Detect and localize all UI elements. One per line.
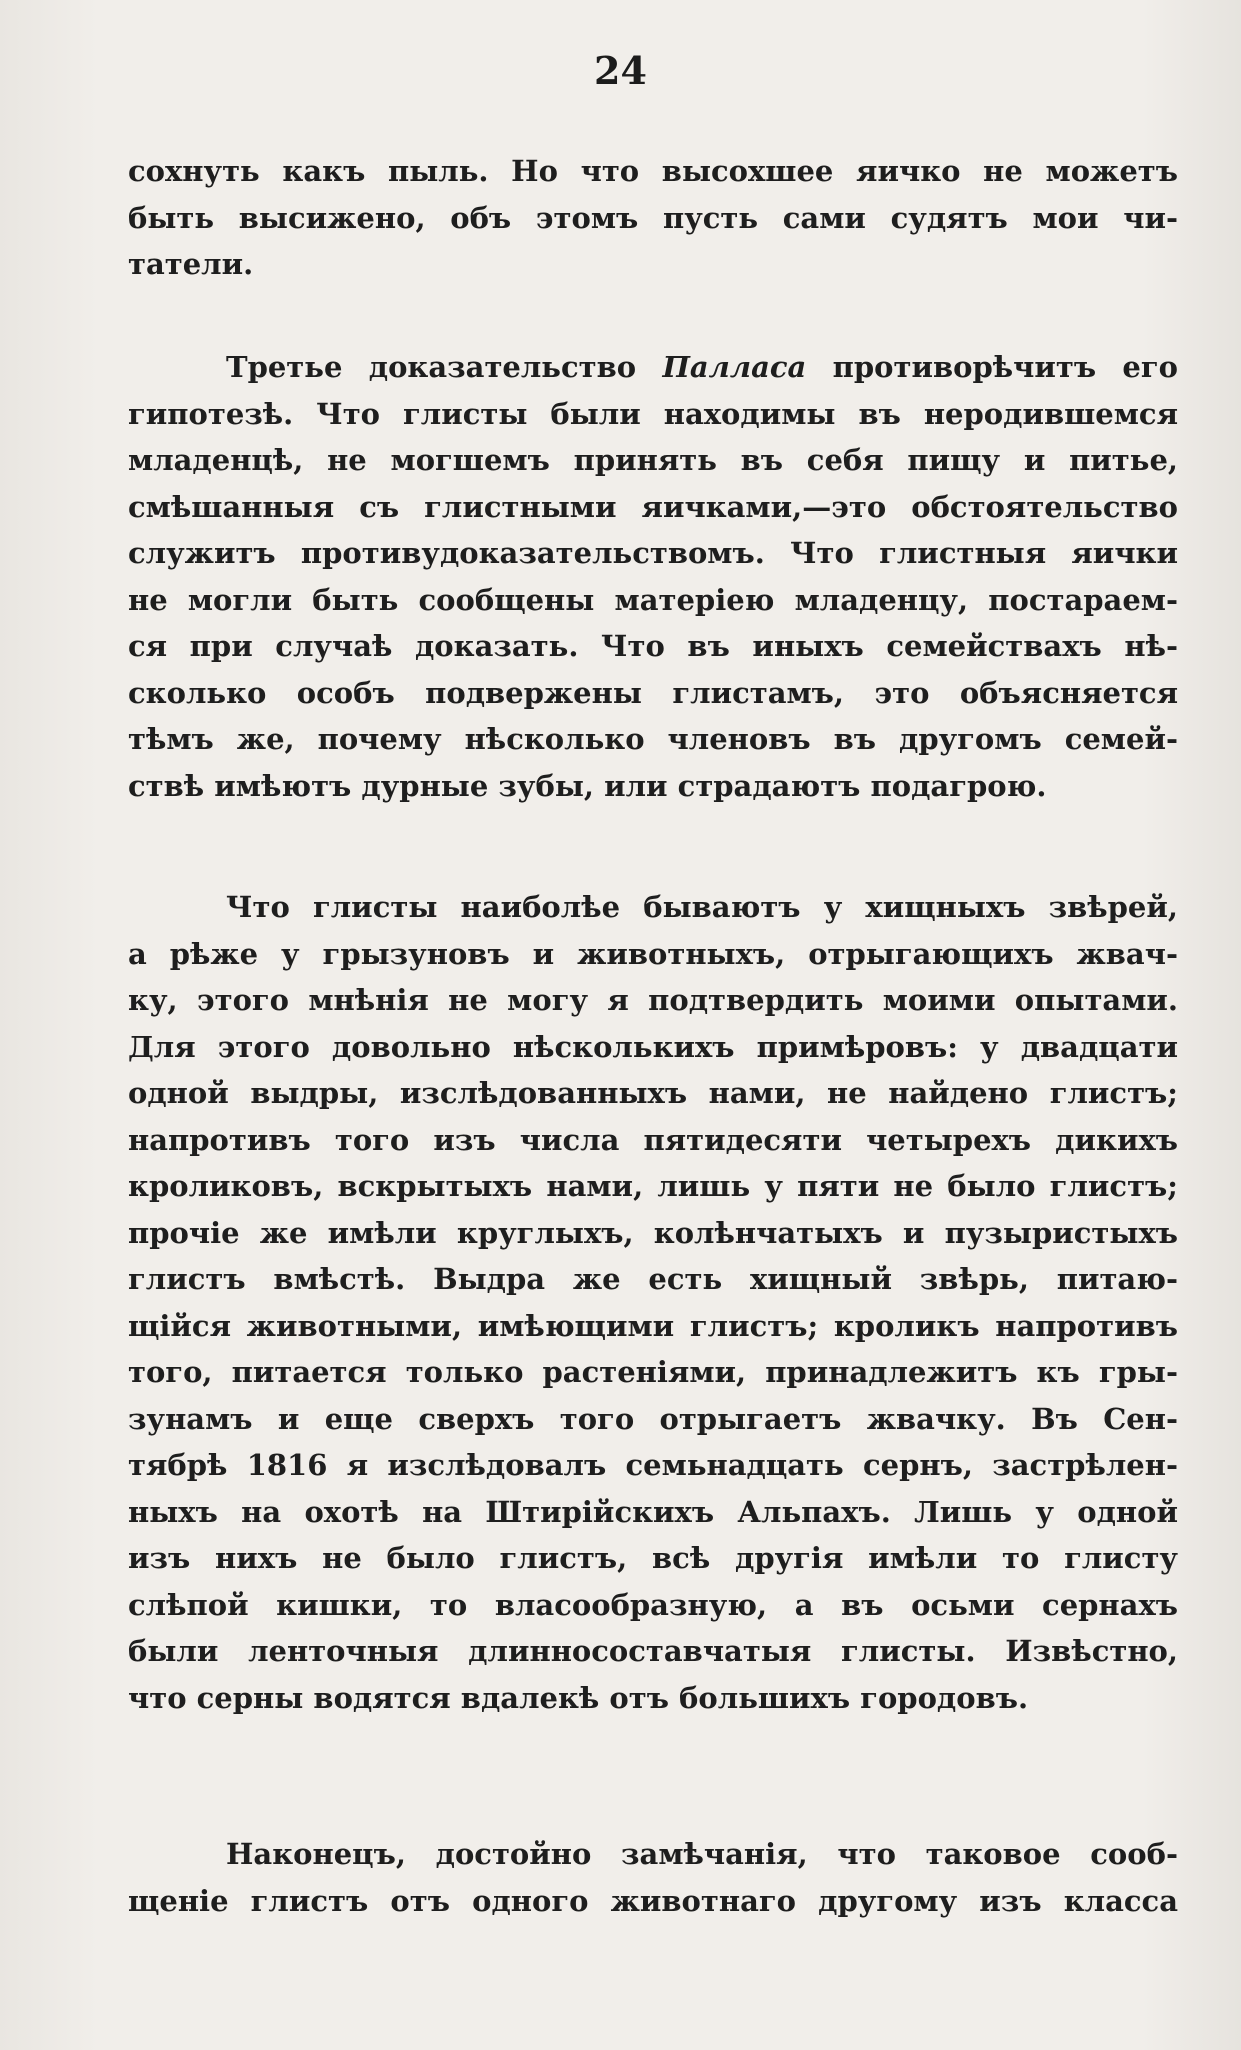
text-line: сколько особъ подвержены глистамъ, это объясняется: [128, 675, 1178, 710]
text-line: были ленточныя длинносоставчатыя глисты. Извѣстно,: [128, 1634, 1178, 1668]
italic-name: Палласа: [662, 350, 807, 384]
text-line: служитъ противудоказательствомъ. Что глистныя яички: [128, 536, 1178, 570]
paragraph-2: [128, 884, 1178, 1721]
text-line: ныхъ на охотѣ на Штирiйскихъ Альпахъ. Лишь у одной: [128, 1494, 1178, 1529]
paragraph-3: [128, 1831, 1178, 1924]
text-line: ствѣ имѣютъ дурные зубы, или страдаютъ подагрою.: [128, 768, 1047, 803]
text-line: глистъ вмѣстѣ. Выдра же есть хищный звѣрь, питаю-: [128, 1262, 1178, 1296]
text-line: одной выдры, изслѣдованныхъ нами, не найдено глистъ;: [128, 1076, 1178, 1110]
text-line: [128, 344, 1178, 391]
text-line: того, питается только растенiями, принадлежитъ къ гры-: [128, 1355, 1178, 1389]
text-line: прочiе же имѣли круглыхъ, колѣнчатыхъ и пузыристыхъ: [128, 1215, 1178, 1250]
text-line: гипотезѣ. Что глисты были находимы въ неродившемся: [128, 396, 1178, 431]
paragraph-0: [128, 148, 1178, 288]
text-line: напротивъ того изъ числа пятидесяти четырехъ дикихъ: [128, 1122, 1178, 1157]
page-number: 24: [594, 48, 647, 93]
text-line: младенцѣ, не могшемъ принять въ себя пищу и питье,: [128, 443, 1178, 477]
text-line: Что глисты наиболѣе бываютъ у хищныхъ звѣрей,: [226, 890, 1178, 924]
text-line: кроликовъ, вскрытыхъ нами, лишь у пяти не было глистъ;: [128, 1169, 1178, 1203]
text-line: щiйся животными, имѣющими глистъ; кроликъ напротивъ: [128, 1308, 1178, 1343]
text-line: тѣмъ же, почему нѣсколько членовъ въ другомъ семей-: [128, 722, 1178, 756]
paragraph-1: [128, 344, 1178, 809]
text-line: зунамъ и еще сверхъ того отрыгаетъ жвачку. Въ Сен-: [128, 1401, 1178, 1436]
text-line: изъ нихъ не было глистъ, всѣ другiя имѣли то глисту: [128, 1541, 1178, 1575]
text-line: щенiе глистъ отъ одного животнаго другому изъ класса: [128, 1883, 1178, 1918]
text-line: Наконецъ, достойно замѣчанiя, что таковое сооб-: [226, 1837, 1178, 1871]
text-line: сохнуть какъ пыль. Но что высохшее яичко не можетъ: [128, 154, 1178, 188]
text-line: ся при случаѣ доказать. Что въ иныхъ семействахъ нѣ-: [128, 629, 1178, 663]
text-line: быть высижено, объ этомъ пусть сами судятъ мои чи-: [128, 200, 1178, 235]
text-line: Для этого довольно нѣсколькихъ примѣровъ: у двадцати: [128, 1029, 1178, 1064]
text-line: не могли быть сообщены матерiею младенцу, постараем-: [128, 582, 1178, 617]
text-line: смѣшанныя съ глистными яичками,—это обстоятельство: [128, 489, 1178, 524]
text-line: слѣпой кишки, то власообразную, а въ осьми сернахъ: [128, 1587, 1178, 1622]
text-line-content: Третье доказательство Палласа противорѣчитъ его: [226, 350, 1178, 384]
text-line: татели.: [128, 247, 254, 281]
text-line: что серны водятся вдалекѣ отъ большихъ городовъ.: [128, 1680, 1029, 1715]
text-line: ку, этого мнѣнiя не могу я подтвердить моими опытами.: [128, 983, 1178, 1017]
text-line: а рѣже у грызуновъ и животныхъ, отрыгающихъ жвач-: [128, 936, 1178, 971]
text-line: тябрѣ 1816 я изслѣдовалъ семьнадцать сернъ, застрѣлен-: [128, 1448, 1178, 1482]
